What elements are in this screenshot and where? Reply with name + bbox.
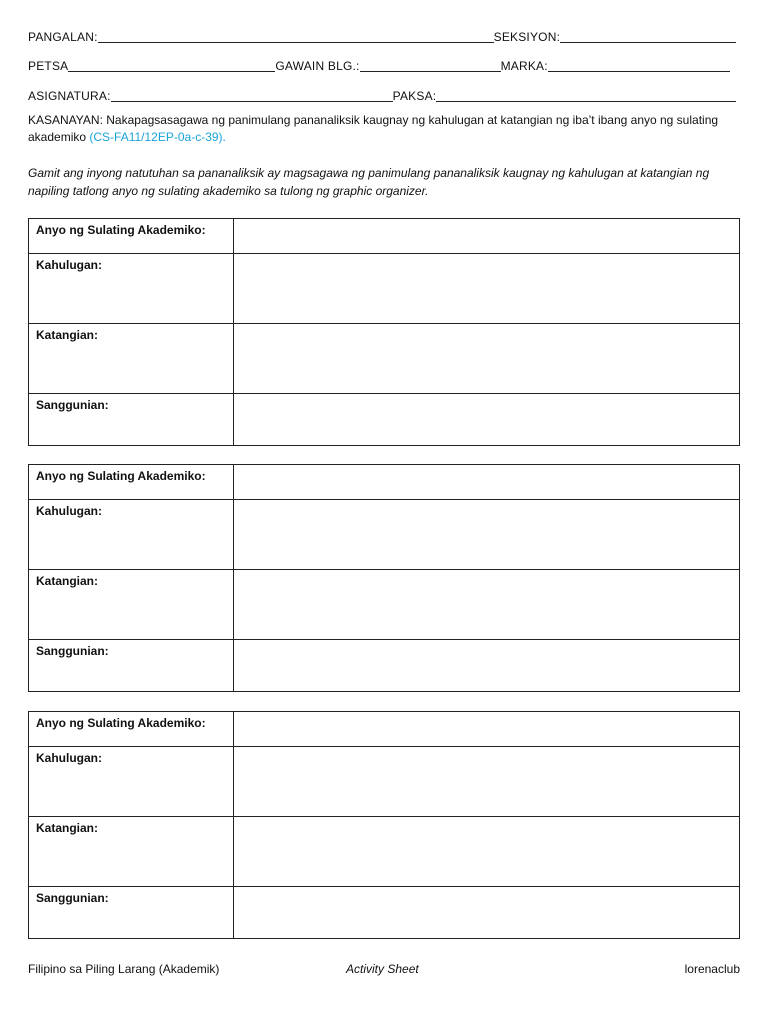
table-row	[29, 640, 740, 692]
sanggunian-answer-cell[interactable]	[234, 394, 740, 446]
table-row	[29, 817, 740, 887]
graphic-organizer-3	[28, 711, 740, 939]
seksiyon-field[interactable]	[560, 31, 736, 43]
katangian-answer-cell[interactable]	[234, 817, 740, 887]
gawain-label: GAWAIN BLG.:	[275, 59, 360, 73]
marka-label: MARKA:	[500, 59, 548, 73]
header-row-subject	[28, 83, 736, 103]
header-row-date	[28, 53, 736, 73]
anyo-answer-cell[interactable]	[234, 712, 740, 747]
katangian-answer-cell[interactable]	[234, 324, 740, 394]
pangalan-label: PANGALAN:	[28, 30, 98, 44]
sanggunian-label: Sanggunian:	[29, 394, 234, 446]
table-row	[29, 500, 740, 570]
katangian-label: Katangian:	[29, 817, 234, 887]
anyo-label: Anyo ng Sulating Akademiko:	[29, 219, 234, 254]
kasanayan-code: (CS-FA11/12EP-0a-c-39).	[89, 130, 226, 144]
sanggunian-answer-cell[interactable]	[234, 887, 740, 939]
footer-author: lorenaclub	[684, 962, 740, 976]
petsa-label: PETSA	[28, 59, 69, 73]
anyo-label: Anyo ng Sulating Akademiko:	[29, 465, 234, 500]
table-row	[29, 465, 740, 500]
kahulugan-answer-cell[interactable]	[234, 254, 740, 324]
footer-doc-type: Activity Sheet	[346, 962, 419, 976]
anyo-answer-cell[interactable]	[234, 219, 740, 254]
petsa-field[interactable]	[68, 60, 275, 72]
footer-subject: Filipino sa Piling Larang (Akademik)	[28, 962, 220, 976]
sanggunian-answer-cell[interactable]	[234, 640, 740, 692]
table-row	[29, 324, 740, 394]
kahulugan-label: Kahulugan:	[29, 747, 234, 817]
gawain-field[interactable]	[360, 60, 501, 72]
graphic-organizer-1	[28, 218, 740, 446]
table-row	[29, 570, 740, 640]
kasanayan-block	[28, 112, 728, 146]
sanggunian-label: Sanggunian:	[29, 887, 234, 939]
kahulugan-label: Kahulugan:	[29, 500, 234, 570]
graphic-organizer-2	[28, 464, 740, 692]
kasanayan-text: Nakapagsasagawa ng panimulang pananaliksik kaugnay ng kahulugan at katangian ng iba’t ibang anyo ng sulating akademiko	[28, 113, 719, 144]
kahulugan-answer-cell[interactable]	[234, 747, 740, 817]
paksa-field[interactable]	[436, 90, 736, 102]
table-row	[29, 712, 740, 747]
marka-field[interactable]	[548, 60, 730, 72]
table-row	[29, 394, 740, 446]
pangalan-field[interactable]	[98, 31, 494, 43]
seksiyon-label: SEKSIYON:	[493, 30, 561, 44]
table-row	[29, 254, 740, 324]
asignatura-label: ASIGNATURA:	[28, 89, 111, 103]
table-row	[29, 219, 740, 254]
table-row	[29, 747, 740, 817]
katangian-label: Katangian:	[29, 324, 234, 394]
page-footer	[28, 962, 740, 978]
table-row	[29, 887, 740, 939]
katangian-label: Katangian:	[29, 570, 234, 640]
katangian-answer-cell[interactable]	[234, 570, 740, 640]
anyo-answer-cell[interactable]	[234, 465, 740, 500]
asignatura-field[interactable]	[111, 90, 393, 102]
kasanayan-label: KASANAYAN:	[28, 113, 103, 127]
sanggunian-label: Sanggunian:	[29, 640, 234, 692]
instruction-text: Gamit ang inyong natutuhan sa pananaliksik ay magsagawa ng panimulang pananaliksik kaugnay ng kahulugan at katangian ng napiling tatlong anyo ng sulating akademiko sa tulong ng graphic organizer.	[28, 166, 710, 198]
header-row-name	[28, 24, 736, 44]
kahulugan-answer-cell[interactable]	[234, 500, 740, 570]
anyo-label: Anyo ng Sulating Akademiko:	[29, 712, 234, 747]
kahulugan-label: Kahulugan:	[29, 254, 234, 324]
paksa-label: PAKSA:	[392, 89, 437, 103]
